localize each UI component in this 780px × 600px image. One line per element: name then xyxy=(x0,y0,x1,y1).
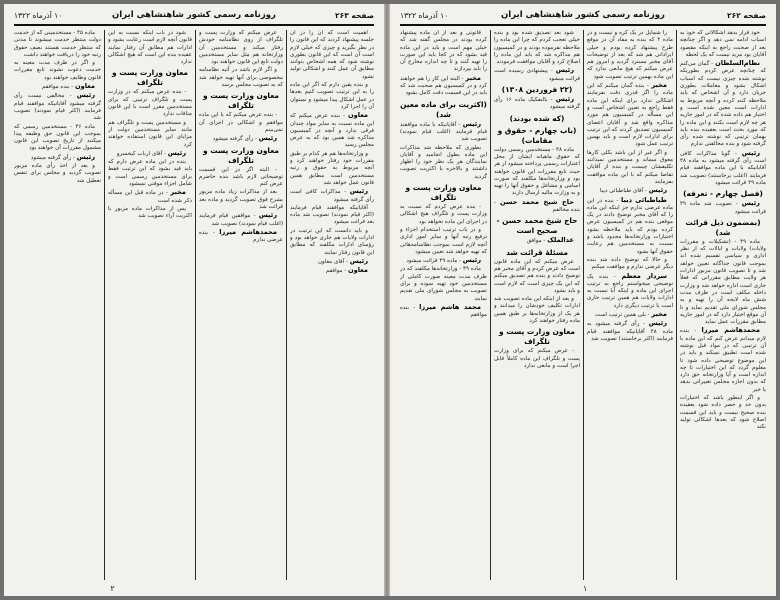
body-text: - بنده عرض کردم که نسبت به وزارت پست و تلگراف هیچ اشکالی در اجرای این ماده نخواهد بود xyxy=(400,204,487,225)
paragraph xyxy=(587,257,673,272)
speaker-name: نظام‌السلطان xyxy=(715,59,761,68)
header-title: روزنامه رسمی کشور شاهنشاهی ایران xyxy=(112,10,276,20)
paragraph xyxy=(494,30,580,66)
speaker-name: رئیس xyxy=(76,91,96,100)
paragraph xyxy=(108,89,192,118)
column-rule xyxy=(676,30,677,580)
body-text: اهمیت است که آن را در آن جلسه پیشنهاد کردند که این قانون را در نظر بگیرید و چیزی که خیلی لازم است آن است که این قانون بطوری نوشته شود که همه اشخاص بتوانند مطابق آن عمل کنند و اشکالی تولید نشود xyxy=(290,30,374,80)
paragraph xyxy=(14,124,101,153)
section-heading: معاون وزارت پست و تلگراف xyxy=(405,183,482,203)
speaker-name: رئیس xyxy=(349,256,368,265)
body-text: ماده ۴۸ - مستخدمین رسمی دولت که حقوق ماهیانه ایشان از محل اعتبارات رسمی پرداخته میشود از هر حیث تابع مقررات این قانون خواهند بود و وزارتخانه‌ها مکلفند که صورت اسامی و مشاغل و حقوق آنها را تهیه و به وزارت مالیه ارسال دارند xyxy=(494,146,580,197)
column-rule xyxy=(490,30,491,580)
speaker-paragraph xyxy=(587,273,673,310)
text-column xyxy=(108,30,192,580)
body-text: و بنده یقین دارم که اگر این ماده را به این ترتیب تصویب کنیم بعدها در عمل اشکال پیدا میشود و نمیتوان آن را اجرا کرد xyxy=(290,82,374,110)
speaker-name: رئیس xyxy=(167,148,186,157)
paragraph xyxy=(290,82,374,111)
page-number: ۲ xyxy=(110,584,115,593)
paragraph xyxy=(400,204,487,226)
body-text: - موافقین قیام فرمایند (اغلب قیام نمودند) تصویب شد xyxy=(199,213,283,227)
speaker-name: محمدهاشم میرزا xyxy=(219,227,277,236)
right-page xyxy=(390,4,776,596)
speaker-paragraph xyxy=(494,199,580,215)
speaker-paragraph xyxy=(199,229,283,245)
paragraph xyxy=(494,348,580,370)
speaker-name: مخبر xyxy=(465,73,481,82)
section-heading: (فصل چهارم - تعرفه) xyxy=(683,189,763,199)
body-text: - عرض میکنم که برای وزارت پست و تلگراف این ماده کاملاً قابل اجرا است و مانعی ندارد xyxy=(494,348,580,369)
speaker-paragraph xyxy=(587,197,673,256)
speaker-name: محمد هاشم میرزا xyxy=(419,302,482,311)
section-heading: معاون وزارت پست و تلگراف xyxy=(203,91,279,111)
body-text: - بنده موافقم xyxy=(41,84,74,91)
speaker-paragraph xyxy=(14,154,101,162)
body-text: - مخالفی نیست رأی گرفته میشود آقایانیکه موافقند قیام فرمایند (اکثر قیام نمودند) تصویب شد xyxy=(14,93,101,122)
speaker-name: رئیس xyxy=(555,95,574,104)
speaker-name: رئیس xyxy=(462,119,481,128)
body-text: - پیشنهادی رسیده است قرائت میشود xyxy=(494,68,580,82)
body-text: و اگر لازم باشد در آتیه نظامنامه مخصوصی برای آنها تهیه خواهد شد که به تصویب مجلس برسد xyxy=(199,67,283,89)
paragraph xyxy=(680,30,766,59)
body-text: - بنده عرض میکنم که این ماده نسبت به سایر مواد چندان فرقی ندارد و آنچه در کمیسیون مذاکره شد همین بود که به عرض مجلس رسید xyxy=(290,113,374,149)
body-text: شود در باب اینکه نسبت به این قانون آنچه لازم است رعایت بشود و ادارات هم مطابق آن رفتار نمایند عقیده بنده این است که هیچ اشکالی ندارد xyxy=(108,30,192,66)
speaker-name: حاج شیخ محمد حسن xyxy=(499,197,574,206)
speaker-name: رئیس xyxy=(741,199,760,208)
paragraph xyxy=(108,120,192,149)
body-text: - گمان می‌کنم که چنانچه عرض کردم بطوریکه نوشته شده چیزی نیست که اسباب اشکال بشود و معاملات بطوری جریان دارد و آن اشخاص که باید ملاحظه کنند کرده و آنچه مربوط به ادارات است معین شده است و اختیار هم داده شده که در امور جاریه هر چه لازم است بکنند و این ماده را که مورد بحث است بعقیده بنده باید بهمان ترتیبی که نوشته شده رأی گرفته شود و بنده مخالفتی ندارم xyxy=(680,61,766,148)
body-text: بعد از مذاکرات زیاد ماده مزبور بشرح فوق تصویب گردید و ماده بعد قرائت شد xyxy=(199,189,283,211)
body-text: خود قرار بدهد اشکالاتی که خود به اسباب ادامه نمی دهد و اگر چنانچه بعد از صحبت راجع به اینکه مقصود آقایان بود مزید نیست که یک لحظه xyxy=(680,30,766,58)
body-text: و مستخدمین پست و تلگراف هم مانند سایر مستخدمین دولت از مزایای این قانون استفاده خواهند کرد xyxy=(108,119,192,148)
body-text: قانونی و بعد از آن ماده پیشنهاد کرده بودند در مجلس گفته شد که خیلی مهم است و باید در این ماده قید بشود که در کجا باید این صورت را تهیه کنند و تا چه اندازه مخارج آن را باید بپردازند xyxy=(400,30,487,73)
paragraph xyxy=(400,30,487,74)
body-text: - بنده عرض میکنم که در وزارت پست و تلگراف ترتیبی که برای مستخدمین مقرر است با این قانون منافات ندارد xyxy=(108,89,192,118)
paragraph xyxy=(400,145,487,181)
speaker-paragraph xyxy=(587,82,673,149)
paragraph xyxy=(290,30,374,81)
paragraph xyxy=(680,239,766,327)
speaker-name: رئیس xyxy=(258,211,277,220)
speaker-name: رئیس xyxy=(258,134,277,143)
paragraph xyxy=(14,163,101,185)
speaker-paragraph xyxy=(680,200,766,216)
body-text: - رأی گرفته میشود xyxy=(30,154,75,161)
body-text: و باید دانست که این ترتیب در ادارات ولایات هم جاری خواهد بود و رؤسای ادارات مکلفند که مطابق این قانون رفتار نمایند xyxy=(290,227,374,256)
paragraph xyxy=(108,206,192,221)
speaker-paragraph xyxy=(680,327,766,394)
paragraph xyxy=(400,227,487,256)
body-text: - بنده گمان میکنم که این ماده را اگر قدری دقت بفرمایند اشکالی ندارد برای اینکه این ماده فقط راجع به تعیین اشخاص است و این مسأله در کمیسیون هم مورد مذاکره واقع شد و آقایان اعضای کمیسیون تصدیق کردند که این ترتیب برای ادارات لازم است و باید بهمین ترتیب عمل شود xyxy=(587,83,673,148)
body-text: - بنده در این ماده عرضی ندارم جز اینکه این ماده را که آقای مخبر توضیح دادند در یک موقعی بنده هم در کمیسیون عرض کرده بودم که باید ملاحظه بشود اختیارات وزارتخانه‌ها محدود باشد و نسبت به مستخدمین هم رعایت حقوق آنها بشود xyxy=(587,197,673,255)
text-column xyxy=(587,30,673,580)
body-text: - رأی گرفته میشود xyxy=(212,136,257,143)
speaker-name: رئیس xyxy=(462,256,481,265)
section-heading: (بمضمون ذیل قرائت شد) xyxy=(685,217,761,237)
text-column xyxy=(199,30,283,580)
body-text: - بنده یک توضیحی میخواستم راجع به ترتیب اجرای این ماده و اینکه آیا نسبت به ادارات ولایات هم همین ترتیب جاری است یا ترتیب دیگری دارد xyxy=(587,273,673,309)
speaker-name: عدالملک xyxy=(547,236,574,245)
speaker-paragraph xyxy=(680,150,766,187)
text-column xyxy=(494,30,580,580)
body-text: را شمایل در یک کره و نیست و در ماده ۴ که بنده به مفاد آن در موقع طرح پیشنهاد کرده بودم و خیلی ایراداتی هم شد که بعد از توضیحات آقای مخبر مسترد گردید و امروز هم عرض میکنم که هیچ مانعی ندارد که این ماده بهمین ترتیب تصویب شود xyxy=(587,30,673,80)
text-column xyxy=(290,30,374,580)
speaker-paragraph xyxy=(108,189,192,205)
speaker-paragraph xyxy=(400,257,487,265)
body-text: پس از مذاکرات ماده مزبور با اکثریت آراء تصویب شد xyxy=(108,205,192,220)
section-heading: معاون وزارت پست و تلگراف xyxy=(112,68,188,88)
paragraph xyxy=(199,189,283,211)
section-heading: معاون وزارت پست و تلگراف xyxy=(499,327,575,347)
body-text: - موافق xyxy=(526,238,546,245)
body-text: - رأی گرفته میشود به ماده ۴۸ آقایانیکه موافقند قیام فرمایند (اکثر برخاستند) تصویب شد xyxy=(587,321,673,342)
speaker-paragraph xyxy=(400,304,487,320)
body-text: ماده ۴۶ - مستخدمین رسمی که بموجب این قانون حق وظیفه پیدا میکنند از تاریخ تصویب این قانون مشمول مقررات آن خواهند بود xyxy=(14,123,101,152)
speaker-name: رئیس xyxy=(555,66,574,75)
speaker-paragraph xyxy=(14,92,101,122)
left-page xyxy=(4,4,384,596)
text-column xyxy=(14,30,101,580)
text-column xyxy=(400,30,487,580)
section-heading: معاون وزارت پست و تلگراف xyxy=(203,145,279,165)
body-text: - تصویب شد ماده ۴۹ قرائت میشود xyxy=(680,201,766,215)
paragraph xyxy=(199,67,283,89)
body-text: - آقایانیکه با ماده موافقند قیام فرمایند (اغلب قیام نمودند) تصویب شد xyxy=(400,121,487,143)
paragraph xyxy=(400,266,487,302)
speaker-name: مخبر xyxy=(651,309,667,318)
speaker-paragraph xyxy=(494,67,580,83)
body-text: - موافقم xyxy=(325,268,347,275)
body-text: - بنده لازم میدانم عرض کنم که این ماده با آن ترتیبی که در مواد قبل نوشته شده است تطبیق نمیکند و باید در این موضوع توضیحی داده شود تا معلوم گردد که این اختیارات تا چه اندازه است و آیا وزارتخانه حق دارد که بدون اجازه مجلس تغییراتی بدهد یا خیر xyxy=(680,328,766,393)
paragraph xyxy=(494,296,580,325)
paragraph xyxy=(108,159,192,188)
paragraph xyxy=(199,167,283,189)
speaker-name: معاون xyxy=(74,82,95,91)
paragraph xyxy=(587,30,673,81)
body-text: - مذاکرات کافی است رأی گرفته میشود xyxy=(290,189,374,203)
speaker-name: سردار معظم xyxy=(621,271,667,280)
body-text: آقایانیکه موافقند قیام فرمایند (اکثر قیام نمودند) تصویب شد ماده بعد قرائت میشود xyxy=(290,204,374,226)
body-text: - بنده عرض میکنم که با این ماده موافقم و اشکالی در اجرای آن نمی‌بینم xyxy=(199,112,283,133)
paragraph xyxy=(680,395,766,431)
body-text: ماده ۴۵ - مستخدمینی که از خدمت دولت منتظر خدمت میشوند تا مدتی که منتظر خدمت هستند نصف حقوق رتبه خود را دریافت خواهند داشت xyxy=(14,30,101,58)
speaker-name: رئیس xyxy=(648,319,668,328)
header-page-label: صفحه ۲۶۳ xyxy=(335,11,374,20)
body-text: - آقای معاون xyxy=(317,258,348,265)
speaker-paragraph xyxy=(494,237,580,245)
header-page-label: صفحه ۲۶۲ xyxy=(727,11,766,20)
body-text: - آقای طباطبائی دیبا xyxy=(600,188,647,195)
text-column xyxy=(680,30,766,580)
speaker-paragraph xyxy=(290,188,374,204)
body-text: و بعد از اخذ رأی ماده مزبور تصویب گردید و مجلس برای تنفس تعطیل شد xyxy=(14,163,101,184)
speaker-paragraph xyxy=(108,150,192,158)
body-text: ماده ۴۹ - (تشکیلات و مقررات ولایات) ولایات و ایالات که از نظر اداری و سیاسی تقسیم شده اند بموجب قانون جداگانه تعیین خواهد شد و تا تصویب قانون مزبور ادارات هر ولایت مطابق مقرراتی که فعلاً جاری است اداره خواهد شد و وزارت داخله مکلف است در ظرف مدت شش ماه لایحه آن را تهیه و به مجلس شورای ملی تقدیم نماید و تا آن موقع اختیار دارد که در امور جاریه مطابق مقررات عمل نماید xyxy=(680,238,766,326)
page-number: ۱ xyxy=(583,584,588,593)
speaker-name: رئیس xyxy=(76,152,95,161)
column-rule xyxy=(104,30,105,580)
body-text: عرض میکنم که وزارت پست و تلگراف از روی نظامنامه خودش رفتار میکند و مستخدمین آن وزارتخانه هم مثل سایر مستخدمین دولت تابع این قانون خواهند بود xyxy=(199,30,283,66)
speaker-paragraph xyxy=(400,75,487,98)
newspaper-spread xyxy=(4,4,776,596)
body-text: و اگر اینطور باشد که اختیارات بدون حد و حصر داده شود بعقیده بنده صحیح نیست و باید این قسمت اصلاح شود که بعدها اشکالی تولید نکند xyxy=(680,395,766,431)
body-text: - بلی همین ترتیب است xyxy=(595,311,650,318)
speaker-name: مخبر xyxy=(170,188,186,197)
paragraph xyxy=(587,150,673,186)
paragraph xyxy=(290,228,374,257)
paragraph xyxy=(199,30,283,66)
body-text: - در ماده قبل این مسأله ذکر شده است xyxy=(108,190,192,204)
paragraph xyxy=(494,147,580,198)
body-text: - بالتفکیک ماده ۱۶ رأی گرفته میشود xyxy=(494,97,580,111)
speaker-name: مخبر xyxy=(651,81,667,90)
paragraph xyxy=(14,30,101,59)
speaker-paragraph xyxy=(587,320,673,343)
speaker-name: رئیس xyxy=(741,148,760,157)
left-columns xyxy=(14,30,374,580)
section-heading: (اکثریت برای ماده معین شد) xyxy=(400,99,487,119)
speaker-paragraph xyxy=(494,96,580,112)
speaker-name: معاون xyxy=(347,266,368,275)
speaker-name: رئیس xyxy=(349,187,369,196)
right-columns xyxy=(400,30,766,580)
section-heading: مسئلهٔ قرائت شد xyxy=(506,247,568,257)
body-text: شود بعد تصدیق شده بود و بنده خیلی تعجب کردم که چرا این ماده را ملاحظه نفرموده بودند و در کمیسیون هم مذاکره شد که باید این ماده را اصلاح کرد و آقایان موافقت فرمودند xyxy=(494,30,580,66)
speaker-paragraph xyxy=(680,60,766,149)
header-date: ۱۰ آذرماه ۱۳۲۲ xyxy=(400,11,449,20)
page-header xyxy=(14,9,374,26)
paragraph xyxy=(290,151,374,187)
body-text: - گویا مذاکرات کافی است رأی گرفته میشود به ماده ۴۸ آقایانیکه با این ماده موافقند قیام فرمایند (اغلب برخاستند) تصویب شد ماده ۴۹ قرائت میشود xyxy=(680,150,766,186)
body-text: بنده در این ماده عرض دارم که باید قید بشود که این ترتیب فقط برای مستخدمین رسمی است و شامل اجزاء موقتی نمیشود xyxy=(108,159,192,188)
section-heading: (که شده بودند) xyxy=(509,113,565,123)
body-text: و اگر در ظرف مدت معینه به خدمت دعوت نشوند تابع مقررات قانون وظایف خواهند بود xyxy=(14,60,101,81)
speaker-paragraph xyxy=(290,112,374,149)
header-date: ۱۰ آذرماه ۱۳۲۲ xyxy=(14,11,63,20)
speaker-paragraph xyxy=(587,187,673,195)
body-text: ماده ۴۹ - وزارتخانه‌ها مکلفند که در ظرف مدت معینه صورت کاملی از مستخدمین خود تهیه نموده و برای تصویب به مجلس شورای ملی تقدیم نمایند xyxy=(400,266,487,302)
body-text: - ماده ۴۹ قرائت میشود xyxy=(406,258,461,265)
body-text: - البته این کار را هم خواهند کرد و در کمیسیون هم صحبت شد که باید در این قسمت دقت کامل بشود xyxy=(400,75,487,97)
speaker-name: رئیس xyxy=(648,186,667,195)
body-text: - بنده عرضی ندارم xyxy=(199,229,283,244)
speaker-name: محمدهاشم میرزا xyxy=(701,326,761,335)
section-heading: (۲۲ فروردین ۱۳۰۸) xyxy=(501,85,573,95)
speaker-name: طباطبائی دیبا xyxy=(620,195,667,204)
section-heading: (باب چهارم - حقوق و مقامات) xyxy=(497,125,577,145)
body-text: - البته اگر در این قسمت توضیحاتی لازم باشد بنده حاضرم عرض کنم xyxy=(199,166,283,188)
body-text: - بنده مخالفم xyxy=(494,199,580,214)
body-text: و حالا که توضیح داده شد بنده دیگر عرضی ندارم و موافقت میکنم xyxy=(587,256,673,271)
body-text: و در باب ترتیب استخدام اجزاء و ترفیع رتبه آنها و سایر امور اداری آنچه لازم است بموجب نظامنامه‌هائی که تهیه خواهد شد تعیین میشود xyxy=(400,226,487,255)
speaker-paragraph xyxy=(290,267,374,275)
body-text: و وزارتخانه‌ها هم هر کدام بر طبق مقررات خود رفتار خواهند کرد و آنچه مربوط به حقوق و رتبه مستخدمین است مطابق همین قانون عمل خواهد شد xyxy=(290,150,374,186)
column-rule xyxy=(583,30,584,580)
column-rule xyxy=(195,30,196,580)
body-text: و اگر غیر از این باشد بکلی کارها معوق میماند و مستخدمین نمیدانند تکلیفشان چیست و بنده از آقایان تقاضا میکنم که با این ماده موافقت بفرمایند xyxy=(587,149,673,185)
body-text: عرض میکنم که این ماده قانون است که عرض کردم و آقای مخبر هم توضیح دادند و بنده هم تصدیق میکنم که این یک چیزی است که لازم است و باید بشود xyxy=(494,258,580,294)
body-text: بطوری که ملاحظه شد مذاکرات این ماده بطول انجامید و آقایان نمایندگان هر یک نظر خود را اظهار داشتند و بالاخره با اکثریت تصویب گردید xyxy=(400,144,487,180)
paragraph xyxy=(494,259,580,295)
paragraph xyxy=(108,30,192,66)
paragraph xyxy=(290,205,374,227)
speaker-name: معاون xyxy=(348,111,369,120)
paragraph xyxy=(14,60,101,82)
page-header xyxy=(400,9,766,26)
body-text: - بنده موافقم xyxy=(400,304,487,319)
speaker-paragraph xyxy=(199,212,283,228)
speaker-paragraph xyxy=(199,135,283,143)
speaker-paragraph xyxy=(290,258,374,266)
speaker-paragraph xyxy=(400,121,487,144)
section-heading: حاج شیخ محمد حسن - صحیح است xyxy=(496,216,578,236)
body-text: - آقای ارباب کیخسرو xyxy=(116,150,166,157)
column-rule xyxy=(286,30,287,580)
header-title: روزنامه رسمی کشور شاهنشاهی ایران xyxy=(501,10,665,20)
paragraph xyxy=(199,112,283,134)
body-text: و بعد از اینکه این ماده تصویب شد ادارات تکلیف خودشان را میدانند و هر یک از وزارتخانه‌ها بر طبق همین ماده رفتار خواهند کرد xyxy=(494,296,580,325)
